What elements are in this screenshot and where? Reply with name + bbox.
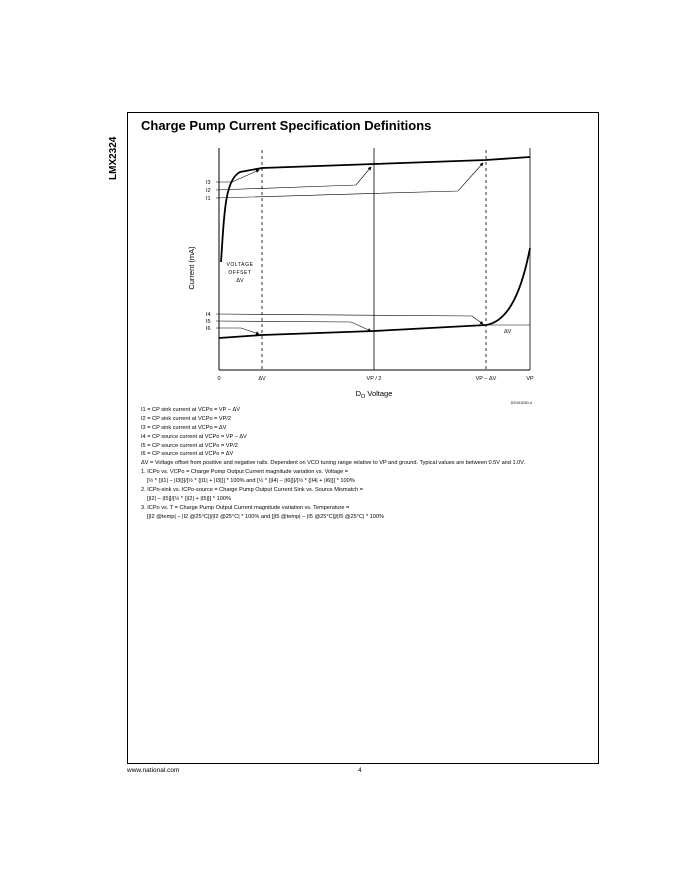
formula-2-title: 2. ICPo-sink vs. ICPo-source = Charge Pump Output Current Sink vs. Source Mismatch = <box>141 487 363 494</box>
label-i2: I2 <box>206 188 211 194</box>
x-tick-0: 0 <box>217 376 221 382</box>
y-axis-title: Current (mA) <box>187 246 196 290</box>
x-tick-vp-half: VP / 2 <box>366 376 382 382</box>
i3-leader <box>216 170 259 182</box>
label-i4: I4 <box>206 312 211 318</box>
delta-v-right-label: ΔV <box>504 329 512 335</box>
source-current-curve <box>219 248 530 338</box>
label-i6: I6 <box>206 326 211 332</box>
part-number-text: LMX2324 <box>108 136 119 180</box>
page-number: 4 <box>358 767 362 774</box>
voltage-offset-line1: VOLTAGE <box>226 262 254 268</box>
definition-delta-v: ΔV = Voltage offset from positive and negative rails. Dependent on VCO tuning range relative to VP and ground. Typical values are between 0.5V and 1.0V. <box>141 460 525 467</box>
x-axis-title-suffix: Voltage <box>365 389 393 398</box>
x-axis-title-prefix: D <box>355 389 362 398</box>
label-i1: I1 <box>206 196 211 202</box>
label-i3: I3 <box>206 180 211 186</box>
figure-id: DS101030-4 <box>510 401 532 405</box>
formula-1-title: 1. ICPo vs. VCPo = Charge Pump Output Current magnitude variation vs. Voltage = <box>141 469 349 476</box>
definition-i5: I5 = CP source current at VCPo = VP/2 <box>141 442 238 449</box>
formula-3-expression: [|I2 @temp| – |I2 @25°C|]/|I2 @25°C| * 100% and [|I5 @temp| – |I5 @25°C|]/|I5 @25°C| * 100% <box>147 513 385 520</box>
voltage-offset-line2: OFFSET <box>228 270 252 276</box>
x-tick-delta-v: ΔV <box>258 376 266 382</box>
i4-leader <box>216 314 483 324</box>
definitions-block <box>141 406 525 522</box>
page-title: Charge Pump Current Specification Definitions <box>141 118 432 133</box>
definition-i4: I4 = CP source current at VCPo = VP – ΔV <box>141 433 247 440</box>
sink-current-curve <box>221 157 530 262</box>
i6-leader <box>216 328 259 334</box>
x-tick-vp-minus-delta: VP – ΔV <box>475 376 497 382</box>
formula-1-expression: [½ * {|I1| – |I3|}]/[½ * {|I1| + |I3|}] * 100% and [½ * {|I4| – |I6|}]/[½ * {|I4| + |I6|}] * 100% <box>147 478 355 485</box>
definition-i1: I1 = CP sink current at VCPo = VP – ΔV <box>141 407 240 413</box>
label-i5: I5 <box>206 319 211 325</box>
footer-website-link[interactable]: www.national.com <box>127 767 180 774</box>
x-axis-title <box>356 389 393 400</box>
i5-leader <box>216 321 371 331</box>
voltage-offset-line3: ΔV <box>236 278 244 284</box>
definition-i3: I3 = CP sink current at VCPo = ΔV <box>141 424 227 431</box>
x-axis-title-sub: O <box>361 394 366 400</box>
definition-i2: I2 = CP sink current at VCPo = VP/2 <box>141 415 232 422</box>
formula-3-title: 3. ICPo vs. T = Charge Pump Output Current magnitude variation vs. Temperature = <box>141 504 350 511</box>
formula-2-expression: [|I2| – |I5|]/[½ * {|I2| + |I5|}] * 100% <box>147 495 231 502</box>
definition-i6: I6 = CP source current at VCPo = ΔV <box>141 451 234 458</box>
x-tick-vp: VP <box>526 376 534 382</box>
